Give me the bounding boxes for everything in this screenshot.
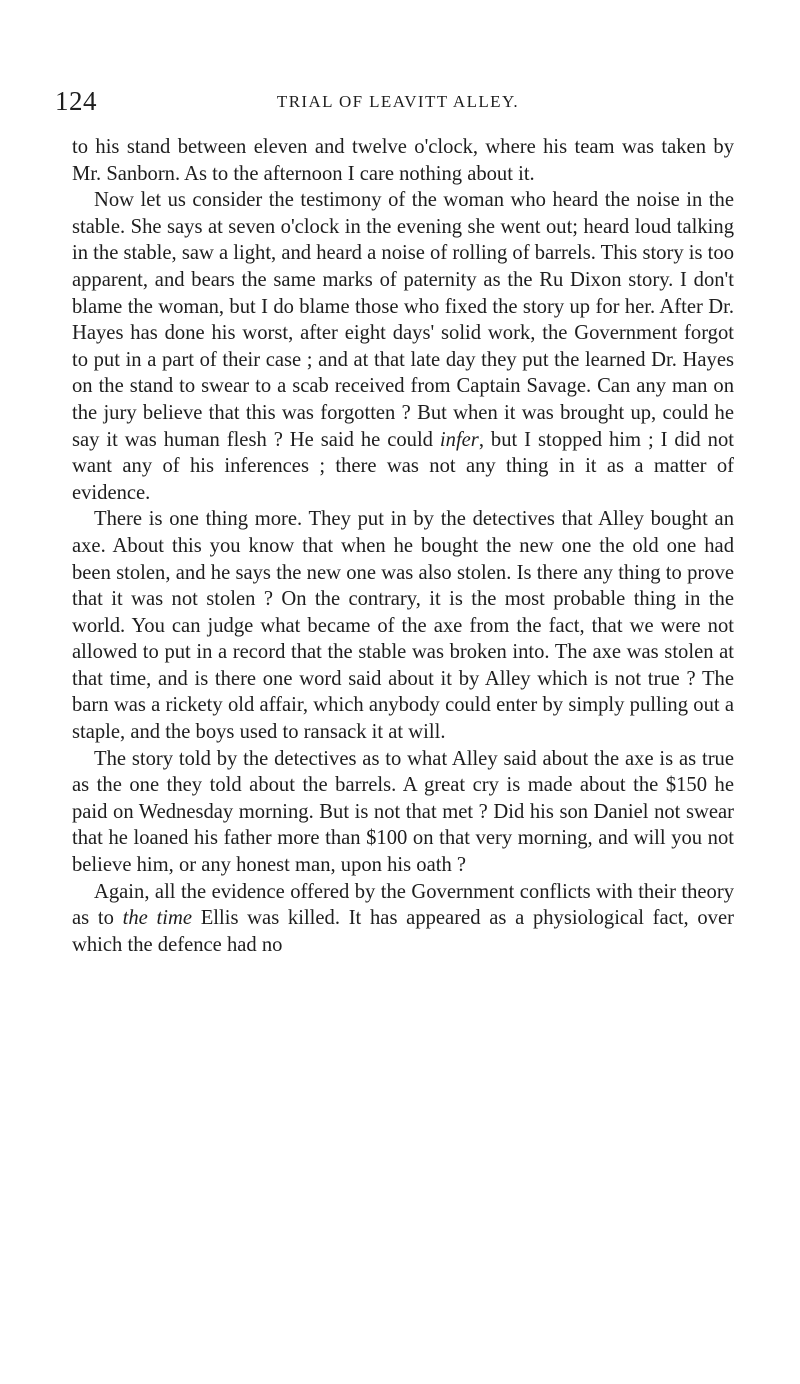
text-run: , but I stopped him ; I did not want any of his inferences ; there was not any thing in it as a matter of evidence. bbox=[72, 428, 734, 504]
paragraph bbox=[72, 506, 734, 745]
page-number: 124 bbox=[55, 86, 97, 116]
page-header bbox=[55, 86, 741, 120]
paragraph bbox=[72, 134, 734, 187]
text-run: Ellis was killed. It has appeared as a physiological fact, over which the defence had no bbox=[72, 907, 734, 956]
text-run: Now let us consider the testimony of the woman who heard the noise in the stable. She says at seven o'clock in the evening she went out; heard loud talking in the stable, saw a light, and heard a noise of rolling of barrels. This story is too apparent, and bears the same marks of paternity as the Ru Dixon story. I don't blame the woman, but I do blame those who fixed the story up for her. After Dr. Hayes has done his worst, after eight days' solid work, the Government forgot to put in a part of their case ; and at that late day they put the learned Dr. Hayes on the stand to swear to a scab received from Captain Savage. Can any man on the jury believe that this was forgotten ? But when it was brought up, could he say it was human flesh ? He said he could bbox=[72, 189, 734, 451]
text-run: There is one thing more. They put in by the detectives that Alley bought an axe. About this you know that when he bought the new one the old one had been stolen, and he says the new one was also stolen. Is there any thing to prove that it was not stolen ? On the contrary, it is the most probable thing in the world. You can judge what became of the axe from the fact, that we were not allowed to put in a record that the stable was broken into. The axe was stolen at that time, and is there one word said about it by Alley which is not true ? The barn was a rickety old affair, which anybody could enter by simply pulling out a staple, and the boys used to ransack it at will. bbox=[72, 508, 734, 744]
body-text bbox=[72, 134, 734, 958]
italic-text: the time bbox=[122, 907, 192, 930]
text-run: Again, all the evidence offered by the Government conflicts with their theory as to bbox=[72, 880, 734, 930]
paragraph bbox=[72, 879, 734, 959]
text-run: The story told by the detectives as to what Alley said about the axe is as true as the one they told about the barrels. A great cry is made about the $150 he paid on Wednesday morning. But is not that met ? Did his son Daniel not swear that he loaned his father more than $100 on that very morning, and will you not believe him, or any honest man, upon his oath ? bbox=[72, 747, 734, 877]
paragraph bbox=[72, 187, 734, 506]
text-run: to his stand between eleven and twelve o'clock, where his team was taken by Mr. Sanborn. As to the afternoon I care nothing about it. bbox=[72, 136, 734, 185]
running-title: TRIAL OF LEAVITT ALLEY. bbox=[276, 92, 520, 111]
italic-text: infer bbox=[439, 428, 479, 451]
paragraph bbox=[72, 746, 734, 879]
